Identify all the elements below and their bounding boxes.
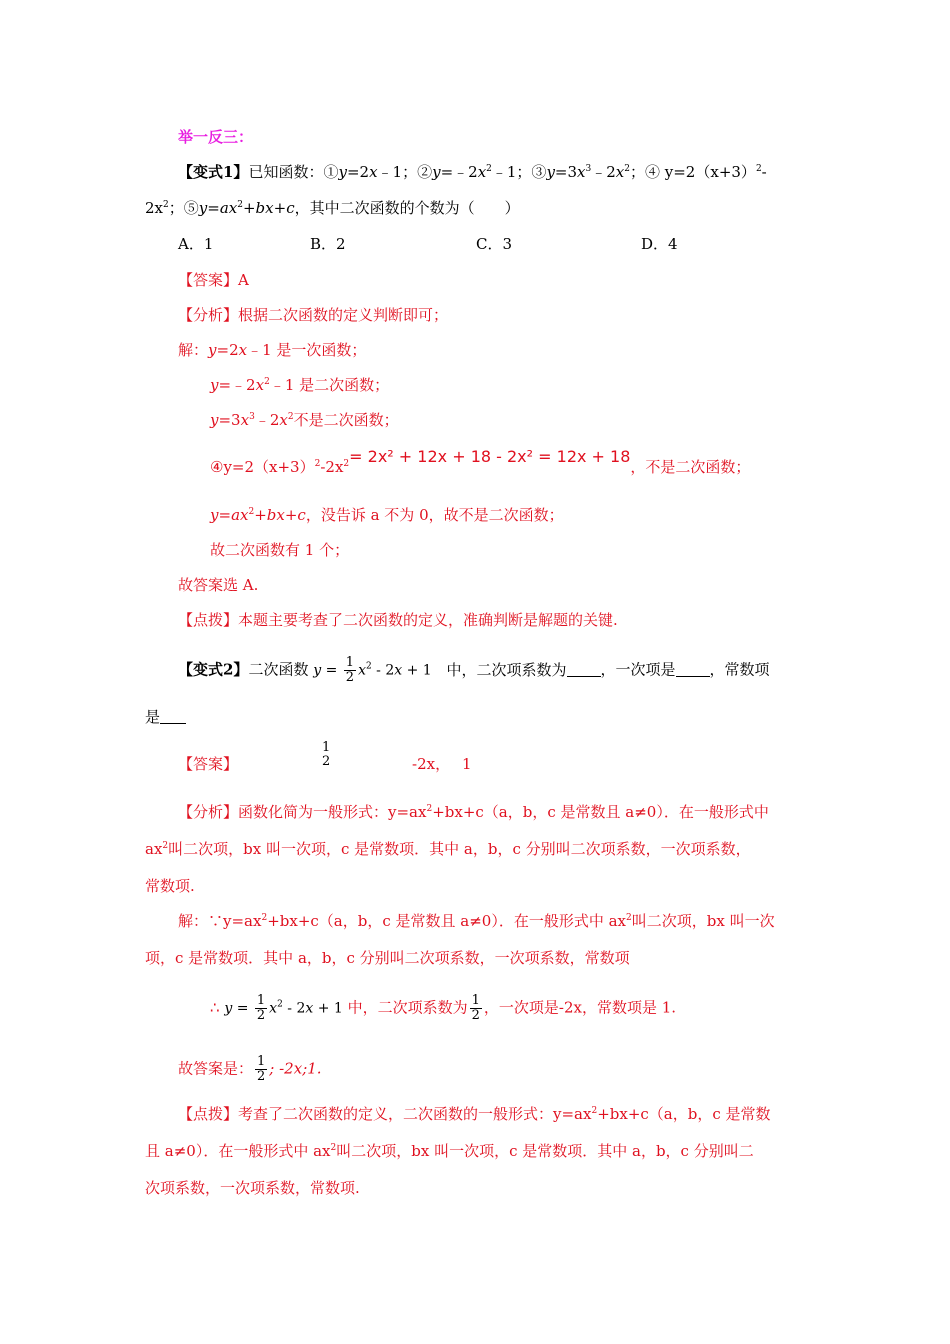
a1-step1: 解：y=2x﹣1 是一次函数； — [178, 341, 367, 359]
a2-tip-line1: 【点拨】考查了二次函数的定义，二次函数的一般形式：$y=ax^2+bx+c(a$，b，c 是常数 — [178, 1105, 771, 1123]
a2-answer-linear: -2x， — [412, 755, 451, 773]
a2-solution-line2: 项，c 是常数项．其中 a，b，c 分别叫二次项系数，一次项系数，常数项 — [145, 949, 630, 967]
a2-tip-line2: 且 a≠0）．在一般形式中 $ax^2$叫二次项，bx 叫一次项，c 是常数项．其中 a，b，c 分别叫二 — [145, 1142, 754, 1160]
a2-formula: y = $\frac{1}{2}$ $x^2 - 2x + 1$ — [224, 993, 343, 1023]
a2-solution-line1: 解：$\because y=ax^2+bx+c(a$，b，c 是常数且 a≠0）．在一般形式中 $ax^2$叫二次项，bx 叫一次 — [178, 912, 775, 930]
a1-analysis: 【分析】根据二次函数的定义判断即可； — [178, 306, 449, 324]
q1-option-d[interactable]: D．4 — [641, 235, 678, 253]
q2-tag: 【变式2】 — [178, 660, 249, 679]
a1-tip: 【点拨】本题主要考查了二次函数的定义，准确判断是解题的关键. — [178, 611, 618, 629]
q2-formula: y = $\frac{1}{2}$ $x^2 - 2x + 1$ — [313, 655, 432, 685]
q2-line1: 【变式2】二次函数 y = $\frac{1}{2}$ $x^2 - 2x + 1$ 中，二次项系数为 ，一次项是 ，常数项 — [178, 655, 770, 685]
a1-step4-equation: = 2x² + 12x + 18 - 2x² = 12x + 18 — [349, 447, 631, 466]
a1-step4: $④y=2(x+3)^2-2x^2= 2x^2 + 12x + 18 - 2x^2 = 12x + 18$，不是二次函数； — [210, 447, 751, 476]
a1-step3: $y=3x^3﹣2x^2$不是二次函数； — [210, 411, 399, 429]
blank-linear-term[interactable] — [676, 662, 710, 677]
a1-step2: $y=﹣2x^2﹣1$ 是二次函数； — [210, 376, 390, 394]
blank-quadratic-coef[interactable] — [567, 662, 601, 677]
a2-answer-constant: 1 — [462, 755, 472, 773]
blank-constant-term[interactable] — [160, 709, 186, 724]
a2-analysis-line2: $ax^2$叫二次项，bx 叫一次项，c 是常数项．其中 a，b，c 分别叫二次项系数，一次项系数， — [145, 840, 751, 858]
q1-tag: 【变式1】 — [178, 163, 249, 181]
q1-option-b[interactable]: B．2 — [310, 235, 346, 253]
a2-analysis-line3: 常数项. — [145, 877, 195, 895]
a2-solution-line3: ∴ y = $\frac{1}{2}$ $x^2 - 2x + 1$ 中，二次项系数为 $\frac{1}{2}$ ，一次项是-2x，常数项是 1. — [210, 993, 677, 1023]
a1-conclusion: 故答案选 A. — [178, 576, 259, 594]
a1-step6: 故二次函数有 1 个； — [210, 541, 350, 559]
a1-step5: $y=ax^2+bx+c$，没告诉 a 不为 0，故不是二次函数； — [210, 506, 564, 524]
q2-line2: 是 — [145, 706, 186, 728]
section-heading: 举一反三： — [178, 128, 254, 146]
a2-answer-half: 1 2 — [322, 740, 331, 769]
q1-option-c[interactable]: C．3 — [476, 235, 513, 253]
q1-line1: 【变式1】已知函数：①y=2x﹣1；$②y=﹣2x^2﹣1$；$③y=3x^3﹣2x^2$；④ $y=2(x+3)^2-$ — [178, 163, 767, 181]
a2-final-answer: 故答案是： $\frac{1}{2}$ ; -2x;1. — [178, 1054, 322, 1084]
a1-answer: 【答案】A — [178, 271, 249, 289]
a2-answer-label: 【答案】 — [178, 755, 239, 773]
q1-option-a[interactable]: A．1 — [178, 235, 214, 253]
a2-tip-line3: 次项系数，一次项系数，常数项. — [145, 1179, 360, 1197]
q1-line2: $2x^2$；$⑤y=ax^2+bx+c$，其中二次函数的个数为（ ） — [145, 199, 520, 217]
a2-analysis-line1: 【分析】函数化简为一般形式：$y=ax^2+bx+c(a$，b，c 是常数且 a≠0）．在一般形式中 — [178, 803, 769, 821]
